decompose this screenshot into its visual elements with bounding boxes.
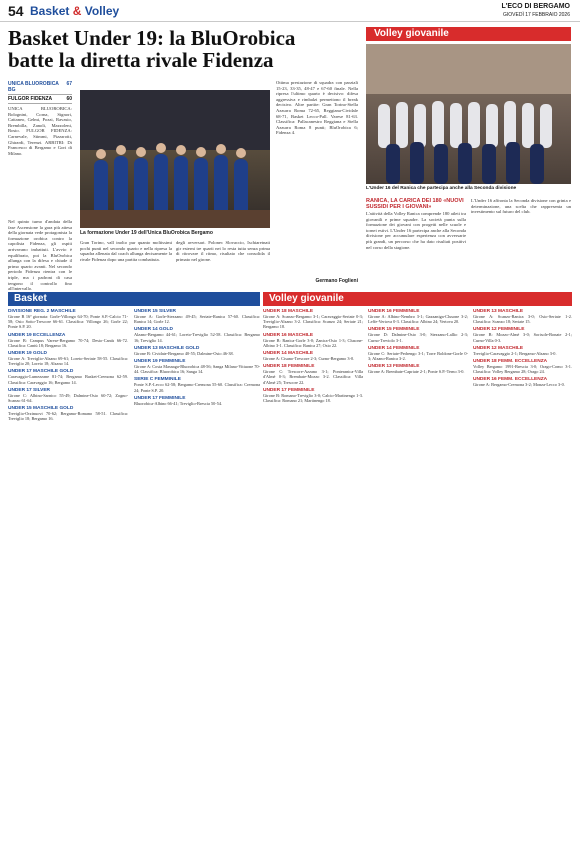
team-photo	[80, 90, 270, 228]
result-text: Volley Bergamo 1991-Brescia 3-0; Orago-Como 3-1. Classifica: Volley Bergamo 28; Orago 24.	[473, 364, 572, 375]
volley-box-title: Volley giovanile	[366, 27, 571, 41]
result-text: Girone C: Trescore-Azzano 3-1; Ponteranica-Villa d'Almè 0-3; Brembate-Mozzo 3-2. Classifica: Villa d'Almè 25; Trescore 22.	[263, 369, 363, 385]
result-text: Girone C: Seriate-Pedrengo 3-1; Torre Boldone-Gorle 0-3; Alzano-Ranica 3-2.	[368, 350, 468, 362]
basket-results-col-1	[8, 309, 128, 841]
result-block	[263, 309, 363, 330]
photo-caption: La formazione Under 19 dell'Unica BluOrobica Bergamo	[80, 230, 213, 236]
volley-subtitle: RANICA, LA CARICA DEI 180 «NUOVI SUSSIDI PER I GIOVANI»	[366, 198, 464, 210]
result-heading: UNDER 14 MASCHILE	[263, 351, 314, 357]
result-heading: UNDER 15 FEMMINILE	[368, 327, 420, 333]
result-text: Caravaggio-Lumezzane 81-74; Bergamo Basket-Cremona 62-59. Classifica: Caravaggio 16; Bergamo 14.	[8, 374, 128, 385]
result-heading: UNDER 12 FEMMINILE	[473, 327, 525, 333]
result-text: Bluorobica-Albino 66-41; Treviglio-Brescia 50-54.	[134, 400, 223, 406]
result-block	[8, 369, 128, 384]
result-block	[473, 377, 572, 387]
result-block	[473, 346, 572, 356]
result-heading: UNDER 17 FEMMINILE	[263, 387, 315, 393]
result-block	[263, 388, 363, 403]
result-text: Treviglio-Caravaggio 2-1; Bergamo-Alzano 3-0.	[473, 350, 557, 356]
score-home	[8, 80, 72, 95]
result-block	[134, 377, 260, 392]
result-text: Girone A: Cisano-Trescore 2-3; Curno-Bergamo 3-0.	[263, 356, 355, 362]
basket-results-col-2	[134, 309, 260, 841]
result-heading: DIVISIONE REG. 2 MASCHILE	[8, 309, 76, 314]
page-number: 54	[8, 3, 24, 19]
result-heading: UNDER 18 FEMMINILE	[263, 364, 315, 370]
away-points: 60	[66, 96, 72, 102]
volley-results-col-2	[368, 309, 468, 841]
result-heading: UNDER 18 FEMM. ECCELLENZA	[473, 359, 548, 365]
result-block	[473, 327, 572, 342]
result-text: Girone A: Brembate-Capriate 2-1; Ponte S.P.-Terno 3-0.	[368, 369, 465, 375]
headline-line-2: batte la diretta rivale Fidenza	[8, 48, 274, 72]
result-text: Girone B: Cividate-Bergamo 40-55; Dalmine-Osio 46-38.	[134, 350, 234, 356]
result-heading: UNDER 18 MASCHILE	[263, 309, 314, 314]
masthead	[501, 3, 570, 19]
result-text: Treviglio-Orzinuovi 70-62; Bergamo-Romano 58-51. Classifica: Treviglio 18; Bergamo 16.	[8, 411, 128, 422]
volley-article-col-2: L'Under 16 affronta la Seconda divisione con grinta e determinazione, una scelta che rappresenta un investimento sul futuro del club.	[471, 198, 571, 215]
result-text: Girone B 16ª giornata: Gorle-Villongo 64-70; Ponte S.P.-Calcio 71-58; Osio Sotto-Trescore 66-61. Classifica: Villongo 26; Gorle 22; Ponte S.P. 20.	[8, 314, 128, 330]
result-heading: UNDER 17 SILVER	[8, 387, 51, 393]
result-heading: UNDER 16 FEMM. ECCELLENZA	[473, 377, 548, 383]
result-block	[8, 309, 128, 330]
result-heading: UNDER 13 FEMMINILE	[368, 364, 420, 370]
result-text: Girone A: Gorle-Stezzano 49-45; Seriate-Ranica 57-60. Classifica: Ranica 14; Gorle 12.	[134, 314, 260, 325]
section-title	[30, 4, 119, 18]
result-block	[8, 388, 128, 403]
volley-results-col-3	[473, 309, 572, 841]
headline	[8, 27, 348, 71]
result-heading: UNDER 13 MASCHILE GOLD	[134, 345, 200, 351]
team-photo-graphic	[80, 90, 270, 228]
result-heading: UNDER 16 FEMMINILE	[368, 309, 420, 314]
byline: Germano Foglieni	[315, 278, 358, 284]
result-heading: UNDER 19 ECCELLENZA	[8, 332, 66, 338]
result-text: Girone A: Costa Masnaga-Bluorobica 48-56; Sanga Milano-Vittuone 70-44. Classifica: Bluorobica 16; Sanga 14.	[134, 364, 260, 375]
result-heading: UNDER 17 FEMMINILE	[134, 395, 186, 401]
result-heading: UNDER 12 MASCHILE	[473, 345, 524, 351]
result-heading: UNDER 16 MASCHILE	[263, 332, 314, 338]
score-away	[8, 95, 72, 104]
result-heading: UNDER 14 GOLD	[134, 327, 173, 333]
result-text: Girone B: Mozzo-Almè 3-0; Sorisole-Bonate 2-1; Curno-Villa 0-3.	[473, 332, 572, 343]
result-text: Girone A: Bergamo-Cremona 3-2; Monza-Lecco 3-0.	[473, 382, 565, 388]
result-block	[134, 396, 260, 406]
article-column-4	[276, 80, 358, 288]
volley-team-photo	[366, 44, 571, 184]
result-block	[263, 351, 363, 361]
result-text: Alzano-Bergamo 44-61; Loreto-Treviglio 52-58. Classifica: Bergamo 16; Treviglio 14.	[134, 332, 260, 343]
section-amp: &	[72, 4, 82, 18]
result-text: Girone B: Campus Varese-Bergamo 70-74; Desio-Cantù 66-72. Classifica: Cantù 18; Bergamo 16.	[8, 337, 128, 348]
result-heading: SERIE C FEMMINILE	[134, 377, 181, 383]
result-block	[134, 359, 260, 374]
result-text: Girone B: Romano-Treviglio 3-0; Calcio-Martinengo 1-3. Classifica: Romano 21; Martinengo 18.	[263, 392, 363, 404]
result-block	[8, 406, 128, 421]
result-heading: UNDER 13 MASCHILE	[473, 309, 524, 314]
article-column-4-text: Ottima prestazione di squadra con parziali 15-23, 33-35, 48-47 e 67-60 finale. Nella ripresa l'ultimo quarto è decisivo: difesa aggressiva e rimbalzi permettono il break decisivo. Altre partite: Gran Torino-Stella Azzurra Roma 72-65, Reggiana-Cividale 68-71, Basket Lecco-Pall. Varese 81-63. Classifica: Pallacanestro Reggiana e Stella Azzurra Roma 8 punti; BluOrobica 6; Fidenza 4.	[276, 80, 358, 136]
volley-photo-graphic	[366, 44, 571, 184]
page-header	[0, 0, 580, 22]
article-column-1: Nel quinto turno d'andata della fase Ascensione la gara più attesa della giornata vede protagonista la formazione orobica contro la capolista Fidenza, gli ospiti arrivavano imbattuti. L'avvio è equilibrato, poi la BluOrobica allunga con la difesa e chiude il primo quarto avanti. Nel secondo periodo Fidenza rientra con le triple, ma i padroni di casa tengono il controllo fino all'intervallo.	[8, 219, 72, 292]
result-text: Girone A: Scanzo-Ranica 3-0; Osio-Seriate 1-2. Classifica: Scanzo 18; Seriate 15.	[473, 314, 572, 325]
result-text: Girone D: Dalmine-Osio 3-0; Stezzano-Lallio 2-3; Curno-Treviolo 3-1.	[368, 332, 468, 343]
headline-line-1: Basket Under 19: la BluOrobica	[8, 26, 296, 50]
result-block	[134, 327, 260, 342]
away-team: FULGOR FIDENZA	[8, 96, 53, 102]
result-heading: UNDER 19 GOLD	[8, 351, 47, 357]
result-text: Girone B: Ranica-Gorle 3-0; Zanica-Osio 1-3; Clusone-Albino 3-1. Classifica: Ranica 27; Osio 22.	[263, 337, 363, 348]
home-points: 67	[66, 81, 72, 87]
result-block	[263, 364, 363, 385]
volley-section-bar: Volley giovanile	[263, 292, 572, 306]
result-block	[134, 309, 260, 324]
issue-date: GIOVEDÌ 17 FEBBRAIO 2026	[503, 12, 570, 18]
result-heading: UNDER 15 MASCHILE GOLD	[8, 406, 74, 412]
result-block	[8, 333, 128, 348]
paper-name: L'ECO DI BERGAMO	[501, 3, 570, 10]
section-volley: Volley	[84, 4, 120, 18]
result-block	[368, 327, 468, 342]
result-block	[368, 346, 468, 361]
result-text: Girone A: Albino-Nembro 3-1; Gazzaniga-Clusone 3-2; Leffe-Vertova 0-3. Classifica: Albino 24; Vertova 20.	[368, 314, 468, 325]
result-block	[368, 309, 468, 324]
result-block	[473, 359, 572, 374]
score-details: UNICA BLUOROBICA: Bolognini, Corna, Signori, Cattaneo, Gelmi, Pozzi, Ravasio, Brembilla, Zanoli, Mazzoleni, Bosio. FULGOR FIDENZA: Carnevale, Stimmi, Pizzarotti, Ghirardi, Terenzi. ARBITRI: Di Francesco di Bergamo e Gori di Milano.	[8, 106, 72, 156]
result-heading: UNDER 14 FEMMINILE	[368, 345, 420, 351]
result-text: Ponte S.P.-Lecco 62-58; Bergamo-Cremona 55-60. Classifica: Cremona 24; Ponte S.P. 20.	[134, 382, 260, 393]
article-column-2: Gran Torino, vall inolto pur quanto moltissimi pochi punti nel secondo quarto e nella ripresa la squadra allenata dal coach allunga decisamente la rivale Fidenza dopo una partita combattuta.	[80, 240, 172, 262]
result-block	[8, 351, 128, 366]
section-basket: Basket	[30, 4, 70, 18]
result-text: Girone A: Scanzo-Bergamo 3-1; Caravaggio-Seriate 0-3; Treviglio-Alzano 3-2. Classifica: Scanzo 24; Seriate 21; Bergamo 18.	[263, 314, 363, 330]
volley-results-col-1	[263, 309, 363, 841]
result-block	[263, 333, 363, 348]
basket-section-bar: Basket	[8, 292, 260, 306]
result-block	[473, 309, 572, 324]
home-team: UNICA BLUOROBICA BG	[8, 81, 59, 93]
result-text: Girone C: Albino-Sarnico 55-49; Dalmine-Osio 60-72; Zogno-Scanzo 61-64.	[8, 392, 128, 404]
volley-article-col-1	[366, 198, 466, 288]
score-box	[8, 80, 72, 311]
result-block	[134, 346, 260, 356]
result-text: Girone A: Treviglio-Alzano 69-61; Loreto-Seriate 58-55. Classifica: Treviglio 20; Loreto 18; Alzano 14.	[8, 356, 128, 367]
article-column-3: degli avversari. Polonec Slovaccio, Ischiaretnati gir esterni tre quarti nei lo resta tutta senza prima di ritrovare il ritmo, risultato che consolida il primato nel girone.	[176, 240, 270, 262]
volley-text: L'attività della Volley Ranica comprende 180 atleti tra giovanili e prime squadre. La società punta sulla formazione dei giovani con progetti nelle scuole e tornei estivi. L'Under 16 partecipa anche alla Seconda divisione per accumulare esperienza con avversarie più grandi, un percorso che ha dato risultati positivi nel corso della stagione.	[366, 211, 466, 250]
result-heading: UNDER 19 FEMMINILE	[134, 359, 186, 365]
result-heading: UNDER 17 MASCHILE GOLD	[8, 369, 74, 375]
result-heading: UNDER 15 SILVER	[134, 309, 177, 314]
volley-caption: L'Under 16 del Ranica che partecipa anche alla Seconda divisione	[366, 186, 517, 191]
result-block	[368, 364, 468, 374]
